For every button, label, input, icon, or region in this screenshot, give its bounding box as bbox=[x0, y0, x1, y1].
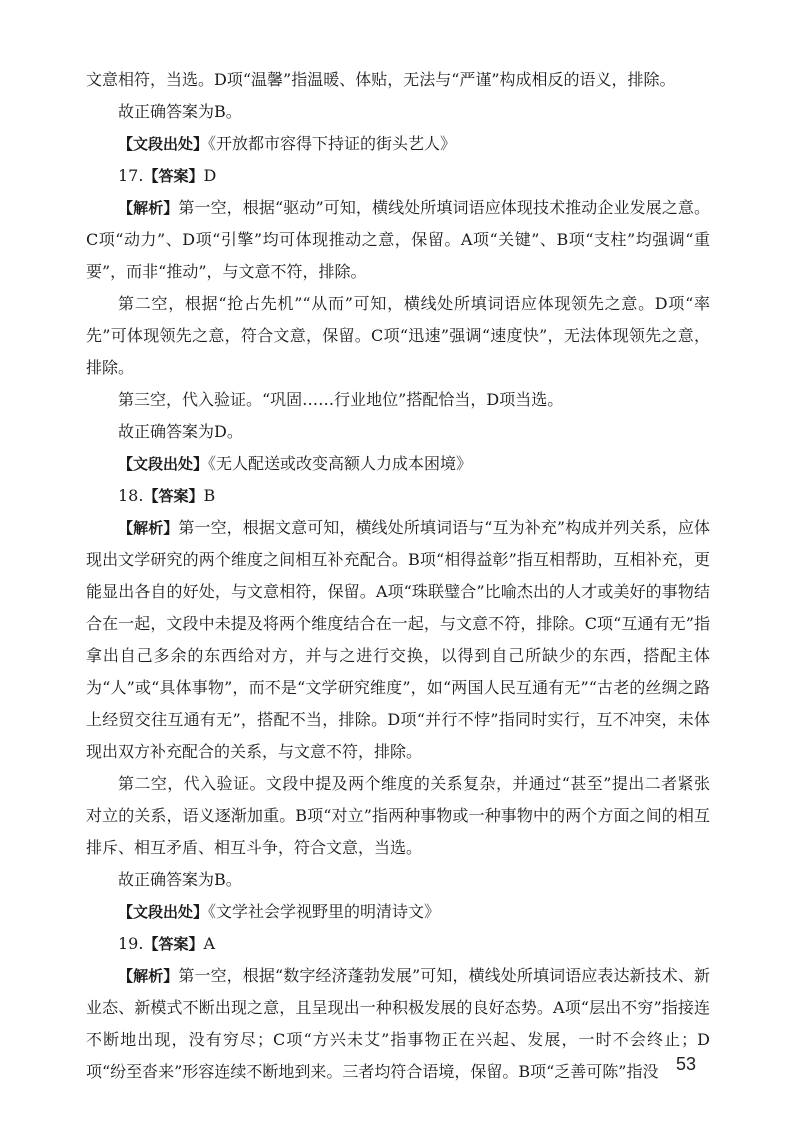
question-number: 17. bbox=[118, 166, 144, 185]
answer-conclusion: 故正确答案为B。 bbox=[118, 870, 242, 889]
analysis-tag: 【解析】 bbox=[118, 519, 179, 537]
paragraph: 第二空，根据“抢占先机”“从而”可知，横线处所填词语应体现领先之意。D项“率先”可体现领先之意，符合文意，保留。C项“迅速”强调“速度快”，无法体现领先之意，排除。 bbox=[86, 294, 710, 377]
analysis-paragraph bbox=[86, 512, 710, 768]
document-body bbox=[86, 64, 710, 1088]
question-answer-line bbox=[86, 160, 710, 192]
answer-letter: D bbox=[203, 166, 217, 185]
source-title: 《无人配送或改变高额人力成本困境》 bbox=[208, 454, 473, 473]
answer-conclusion: 故正确答案为D。 bbox=[118, 422, 243, 441]
analysis-text: 第一空，根据文意可知，横线处所填词语与“互为补充”构成并列关系，应体现出文学研究的两个维度之间相互补充配合。B项“相得益彰”指互相帮助，互相补充，更能显出各自的好处，与文意相符，保留。A项“珠联璧合”比喻杰出的人才或美好的事物结合在一起，文段中未提及将两个维度结合在一起，与文意不符，排除。C项“互通有无”指拿出自己多余的东西给对方，并与之进行交换，以得到自己所缺少的东西，搭配主体为“人”或“具体事物”，而不是“文学研究维度”，如“两国人民互通有无”“古老的丝绸之路上经贸交往互通有无”，搭配不当，排除。D项“并行不悖”指同时实行，互不冲突，未体现出双方补充配合的关系，与文意不符，排除。 bbox=[86, 518, 710, 761]
source-title: 《文学社会学视野里的明清诗文》 bbox=[208, 902, 441, 921]
answer-conclusion: 故正确答案为B。 bbox=[118, 102, 242, 121]
analysis-tag: 【解析】 bbox=[118, 199, 179, 217]
page-number: 53 bbox=[676, 1054, 697, 1074]
paragraph: 第三空，代入验证。“巩固……行业地位”搭配恰当，D项当选。 bbox=[118, 390, 564, 409]
source-tag: 【文段出处】 bbox=[118, 903, 209, 921]
source-tag: 【文段出处】 bbox=[118, 455, 209, 473]
analysis-text: 第一空，根据“数字经济蓬勃发展”可知，横线处所填词语应表达新技术、新业态、新模式不断出现之意，且呈现出一种积极发展的良好态势。A项“层出不穷”指接连不断地出现，没有穷尽；C项“方兴未艾”指事物正在兴起、发展，一时不会终止；D项“纷至沓来”形容连续不断地到来。三者均符合语境，保留。B项“乏善可陈”指没 bbox=[86, 966, 710, 1081]
source-line bbox=[86, 128, 710, 160]
question-number: 18. bbox=[118, 486, 144, 505]
answer-letter: A bbox=[203, 934, 216, 953]
question-answer-line bbox=[86, 928, 710, 960]
source-line bbox=[86, 448, 710, 480]
analysis-paragraph bbox=[86, 960, 710, 1088]
source-line bbox=[86, 896, 710, 928]
question-number: 19. bbox=[118, 934, 144, 953]
answer-tag: 【答案】 bbox=[143, 487, 204, 505]
answer-tag: 【答案】 bbox=[143, 935, 204, 953]
question-answer-line bbox=[86, 480, 710, 512]
source-tag: 【文段出处】 bbox=[118, 135, 209, 153]
analysis-text: 第一空，根据“驱动”可知，横线处所填词语应体现技术推动企业发展之意。C项“动力”、D项“引擎”均可体现推动之意，保留。A项“关键”、B项“支柱”均强调“重要”，而非“推动”，与文意不符，排除。 bbox=[86, 198, 710, 281]
answer-tag: 【答案】 bbox=[143, 167, 204, 185]
answer-letter: B bbox=[203, 486, 216, 505]
analysis-tag: 【解析】 bbox=[118, 967, 179, 985]
paragraph: 第二空，代入验证。文段中提及两个维度的关系复杂，并通过“甚至”提出二者紧张对立的关系，语义逐渐加重。B项“对立”指两种事物或一种事物中的两个方面之间的相互排斥、相互矛盾、相互斗争，符合文意，当选。 bbox=[86, 774, 710, 857]
source-title: 《开放都市容得下持证的街头艺人》 bbox=[208, 134, 457, 153]
paragraph: 文意相符，当选。D项“温馨”指温暖、体贴，无法与“严谨”构成相反的语义，排除。 bbox=[86, 70, 676, 89]
analysis-paragraph bbox=[86, 192, 710, 288]
